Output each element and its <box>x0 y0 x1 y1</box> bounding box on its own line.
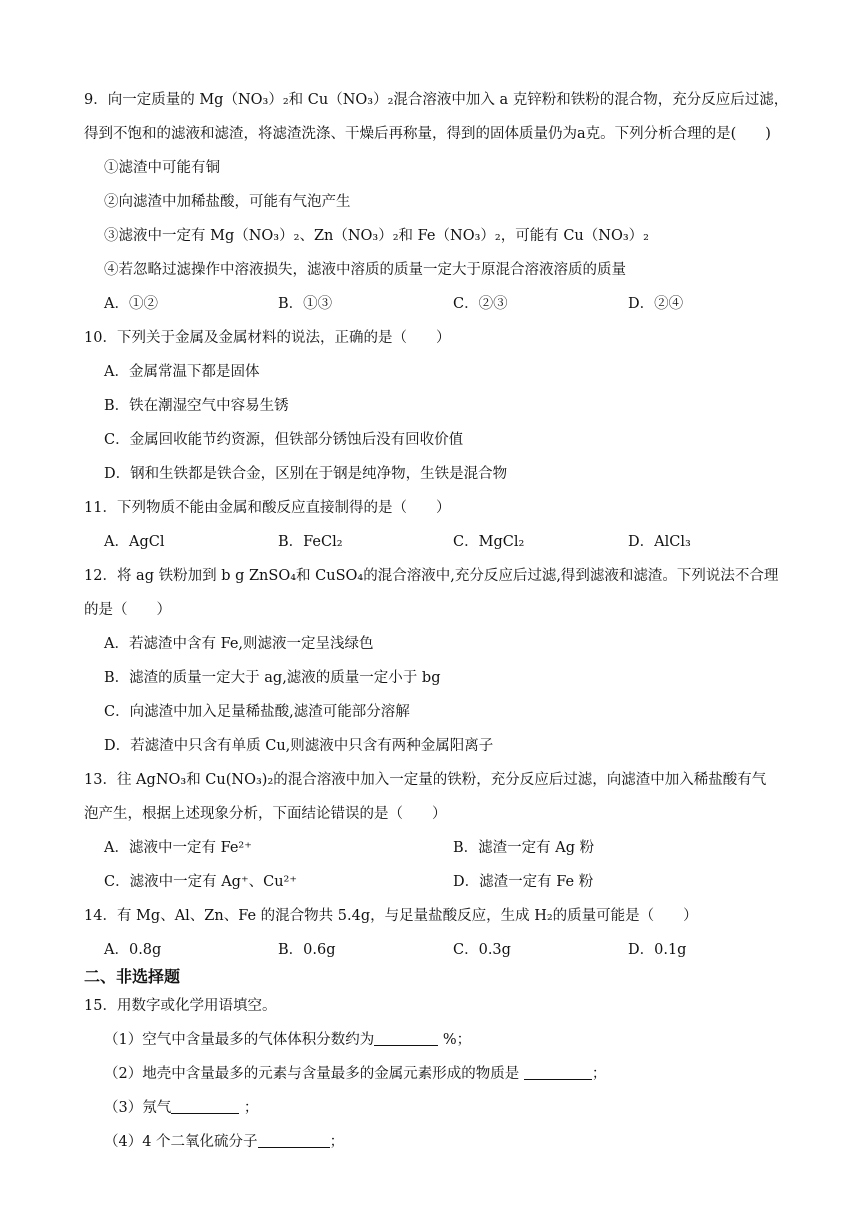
q10-stem: 10．下列关于金属及金属材料的说法，正确的是（ ） <box>84 330 451 346</box>
q15-part-1 <box>104 1030 471 1050</box>
q9-option-d: D．②④ <box>628 296 684 312</box>
q15-part-4-suffix: ； <box>329 1134 345 1150</box>
q9-stem-line1: 9．向一定质量的 Mg（NO₃）₂和 Cu（NO₃）₂混合溶液中加入 a 克锌粉和铁粉的混合物，充分反应后过滤， <box>84 92 789 108</box>
q13-option-a: A．滤液中一定有 Fe²⁺ <box>104 840 252 856</box>
q15-part-3 <box>104 1098 258 1118</box>
q9-option-c: C．②③ <box>453 296 508 312</box>
q14-option-a: A．0.8g <box>104 942 162 958</box>
q12-stem-line2: 的是（ ） <box>84 602 171 618</box>
q15-part-1-text: （1）空气中含量最多的气体体积分数约为 <box>104 1032 375 1048</box>
q15-part-2 <box>104 1064 606 1084</box>
q14-option-d: D．0.1g <box>628 942 687 958</box>
q13-stem-line2: 泡产生，根据上述现象分析，下面结论错误的是（ ） <box>84 806 447 822</box>
q12-option-b: B．滤渣的质量一定大于 ag,滤液的质量一定小于 bg <box>104 670 441 686</box>
q15-part-2-suffix: ； <box>591 1066 607 1082</box>
q13-option-c: C．滤液中一定有 Ag⁺、Cu²⁺ <box>104 874 298 890</box>
q11-option-c: C．MgCl₂ <box>453 534 525 550</box>
q14-stem: 14．有 Mg、Al、Zn、Fe 的混合物共 5.4g，与足量盐酸反应，生成 H₂的质量可能是（ ） <box>84 908 698 924</box>
q9-option-a: A．①② <box>104 296 158 312</box>
q11-option-b: B．FeCl₂ <box>278 534 343 550</box>
q11-option-d: D．AlCl₃ <box>628 534 691 550</box>
q13-option-d: D．滤渣一定有 Fe 粉 <box>453 874 594 890</box>
q15-part-2-text: （2）地壳中含量最多的元素与含量最多的金属元素形成的物质是 <box>104 1066 524 1082</box>
q12-stem-line1: 12．将 ag 铁粉加到 b g ZnSO₄和 CuSO₄的混合溶液中,充分反应后过滤,得到滤液和滤渣。下列说法不合理 <box>84 568 779 584</box>
q10-option-a: A．金属常温下都是固体 <box>104 364 260 380</box>
q9-statement-4: ④若忽略过滤操作中溶液损失，滤液中溶质的质量一定大于原混合溶液溶质的质量 <box>104 262 626 278</box>
q15-part-3-suffix: ； <box>239 1100 259 1116</box>
q9-option-b: B．①③ <box>278 296 333 312</box>
q12-option-c: C．向滤渣中加入足量稀盐酸,滤渣可能部分溶解 <box>104 704 410 720</box>
q15-part-4-text: （4）4 个二氧化硫分子 <box>104 1134 258 1150</box>
q12-option-d: D．若滤渣中只含有单质 Cu,则滤液中只含有两种金属阳离子 <box>104 738 494 754</box>
q15-part-1-suffix: %； <box>438 1032 472 1048</box>
q10-option-c: C．金属回收能节约资源，但铁部分锈蚀后没有回收价值 <box>104 432 464 448</box>
q13-option-b: B．滤渣一定有 Ag 粉 <box>453 840 595 856</box>
q11-stem: 11．下列物质不能由金属和酸反应直接制得的是（ ） <box>84 500 451 516</box>
q15-part-2-blank[interactable] <box>524 1064 592 1080</box>
q14-option-c: C．0.3g <box>453 942 511 958</box>
q12-option-a: A．若滤渣中含有 Fe,则滤液一定呈浅绿色 <box>104 636 374 652</box>
q10-option-b: B．铁在潮湿空气中容易生锈 <box>104 398 289 414</box>
q14-option-b: B．0.6g <box>278 942 336 958</box>
section-heading: 二、非选择题 <box>84 967 181 986</box>
q15-part-4 <box>104 1132 344 1152</box>
q15-part-4-blank[interactable] <box>258 1132 330 1148</box>
q15-part-3-text: （3）氖气 <box>104 1100 172 1116</box>
q9-stem-line2: 得到不饱和的滤液和滤渣，将滤渣洗涤、干燥后再称量，得到的固体质量仍为a克。下列分析合理的是( ) <box>84 126 771 142</box>
q15-part-1-blank[interactable] <box>374 1030 438 1046</box>
q9-statement-2: ②向滤渣中加稀盐酸，可能有气泡产生 <box>104 194 351 210</box>
q10-option-d: D．钢和生铁都是铁合金，区别在于钢是纯净物，生铁是混合物 <box>104 466 508 482</box>
q13-stem-line1: 13．往 AgNO₃和 Cu(NO₃)₂的混合溶液中加入一定量的铁粉，充分反应后过滤，向滤渣中加入稀盐酸有气 <box>84 772 767 788</box>
q9-statement-1: ①滤渣中可能有铜 <box>104 160 220 176</box>
q15-stem: 15．用数字或化学用语填空。 <box>84 998 277 1014</box>
q15-part-3-blank[interactable] <box>171 1098 239 1114</box>
q11-option-a: A．AgCl <box>104 534 165 550</box>
q9-statement-3: ③滤液中一定有 Mg（NO₃）₂、Zn（NO₃）₂和 Fe（NO₃）₂，可能有 Cu（NO₃）₂ <box>104 228 649 244</box>
